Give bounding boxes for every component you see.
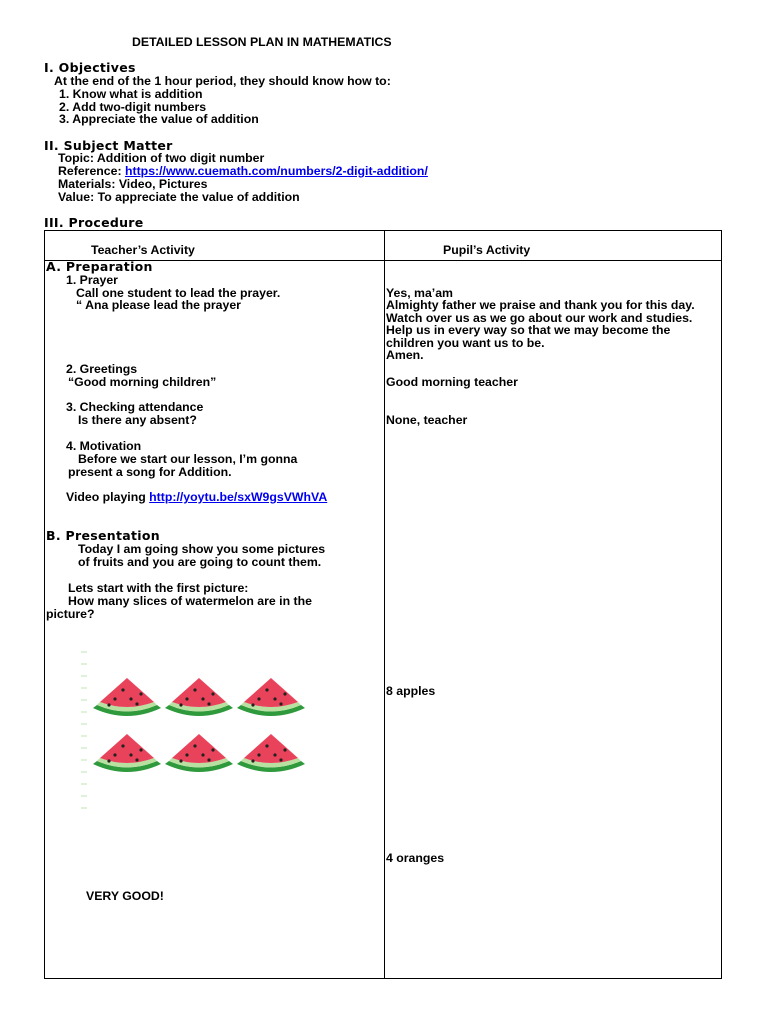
objective-item: 1. Know what is addition: [59, 87, 203, 101]
objective-item: 3. Appreciate the value of addition: [59, 112, 259, 126]
greetings-line: “Good morning children”: [68, 375, 217, 389]
ruler-marks: [81, 652, 87, 808]
praise-text: VERY GOOD!: [86, 889, 164, 903]
procedure-heading: III. Procedure: [44, 215, 144, 230]
watermelon-slice-icon: [237, 734, 305, 772]
presentation-line-5: picture?: [46, 607, 95, 621]
prayer-response-text: Almighty father we praise and thank you for this day. Watch over us as we go about our work and studies. Help us in every way so that we may become the children you want us to be.: [386, 298, 695, 350]
watermelon-slice-icon: [93, 734, 161, 772]
presentation-line-1: Today I am going show you some pictures: [78, 542, 326, 556]
presentation-heading: B. Presentation: [46, 528, 160, 543]
objectives-intro: At the end of the 1 hour period, they should know how to:: [54, 74, 391, 88]
watermelon-slice-icon: [237, 678, 305, 716]
procedure-table: [44, 230, 722, 979]
video-link[interactable]: http://yoytu.be/sxW9gsVWhVA: [149, 490, 328, 504]
presentation-line-2: of fruits and you are going to count them.: [78, 555, 322, 569]
video-label: Video playing: [66, 490, 150, 504]
oranges-response: 4 oranges: [386, 851, 445, 865]
topic-text: Topic: Addition of two digit number: [58, 151, 265, 165]
prayer-response: [386, 299, 716, 362]
objective-item: 2. Add two-digit numbers: [59, 100, 207, 114]
attendance-line: Is there any absent?: [78, 413, 197, 427]
prayer-line-1: Call one student to lead the prayer.: [76, 286, 281, 300]
reference-label: Reference:: [58, 164, 125, 178]
motivation-line-1: Before we start our lesson, I’m gonna: [78, 452, 298, 466]
materials-text: Materials: Video, Pictures: [58, 177, 208, 191]
value-text: Value: To appreciate the value of addition: [58, 190, 300, 204]
video-line: [66, 491, 327, 504]
greetings-label: 2. Greetings: [66, 362, 138, 376]
subject-matter-heading: II. Subject Matter: [44, 138, 173, 153]
prayer-response-yes: Yes, ma’am: [386, 286, 453, 300]
greetings-response: Good morning teacher: [386, 375, 518, 389]
presentation-line-3: Lets start with the first picture:: [68, 581, 249, 595]
watermelon-picture: [81, 642, 321, 812]
watermelon-slice-icon: [93, 678, 161, 716]
pupil-activity-header: Pupil’s Activity: [443, 243, 531, 257]
teacher-activity-header: Teacher’s Activity: [91, 243, 195, 257]
prayer-line-2: “ Ana please lead the prayer: [76, 298, 241, 312]
preparation-heading: A. Preparation: [46, 259, 153, 274]
motivation-line-2: present a song for Addition.: [68, 465, 232, 479]
column-divider: [384, 231, 385, 978]
document-title: DETAILED LESSON PLAN IN MATHEMATICS: [132, 35, 392, 49]
prayer-response-amen: Amen.: [386, 348, 424, 363]
motivation-label: 4. Motivation: [66, 439, 142, 453]
attendance-response: None, teacher: [386, 413, 468, 427]
presentation-line-4: How many slices of watermelon are in the: [68, 594, 312, 608]
apples-response: 8 apples: [386, 684, 436, 698]
objectives-heading: I. Objectives: [44, 60, 136, 75]
prayer-label: 1. Prayer: [66, 273, 118, 287]
watermelon-slice-icon: [165, 734, 233, 772]
reference-link[interactable]: https://www.cuemath.com/numbers/2-digit-addition/: [124, 164, 428, 178]
watermelon-slice-icon: [165, 678, 233, 716]
attendance-label: 3. Checking attendance: [66, 400, 204, 414]
